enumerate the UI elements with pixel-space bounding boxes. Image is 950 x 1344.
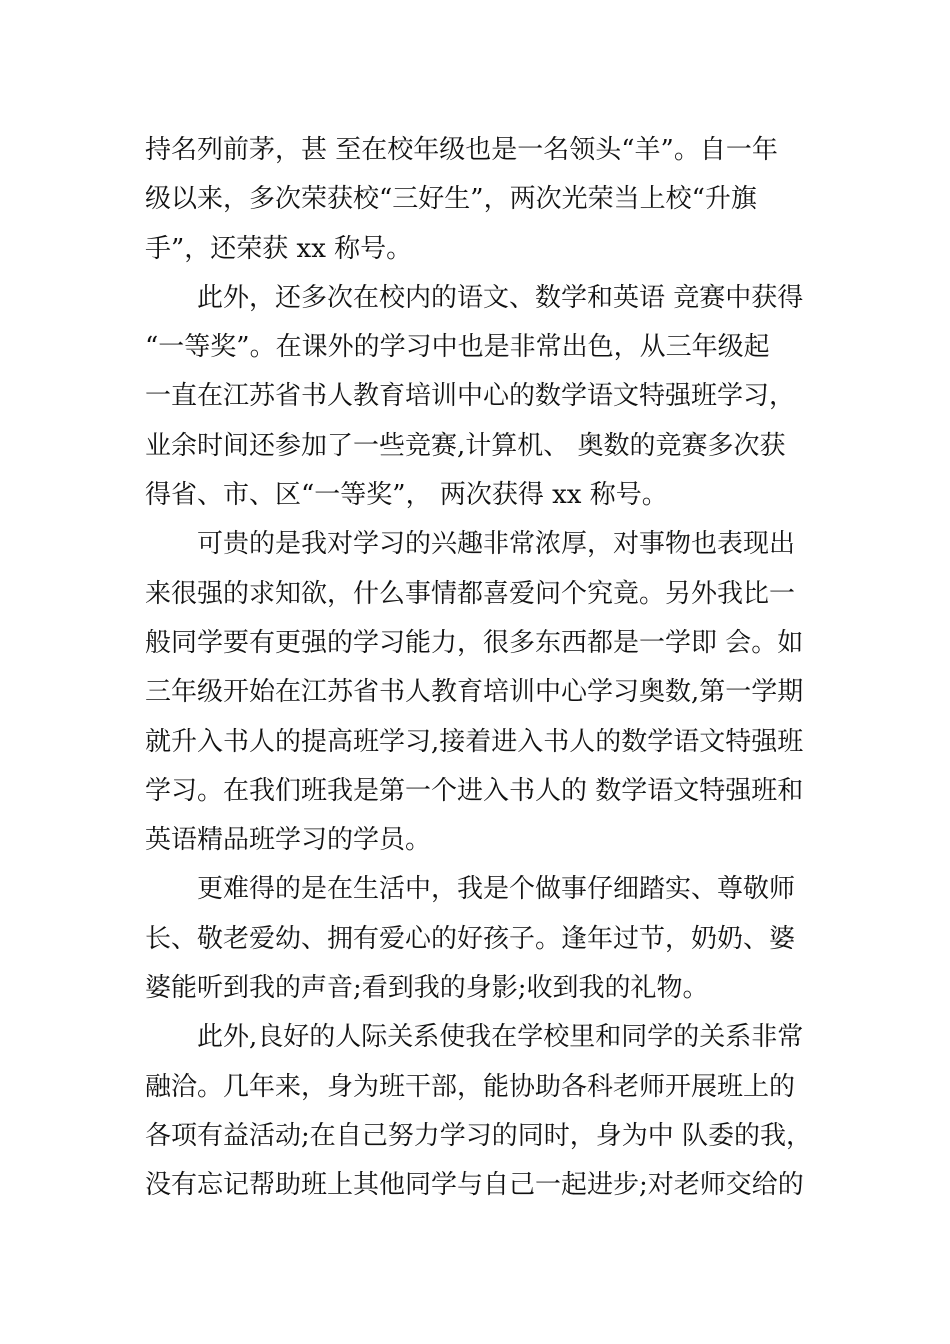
text-line: 得省、市、区“一等奖”， 两次获得 xx 称号。 (145, 480, 668, 511)
text-line: 级以来，多次荣获校“三好生”，两次光荣当上校“升旗 (145, 184, 757, 215)
text-line: 各项有益活动;在自己努力学习的同时，身为中 队委的我， (145, 1120, 813, 1151)
document-body (145, 126, 845, 1211)
text-line: 融洽。几年来，身为班干部，能协助各科老师开展班上的 (145, 1071, 796, 1102)
text-line: 一直在江苏省书人教育培训中心的数学语文特强班学习， (145, 381, 796, 412)
text-line: 长、敬老爱幼、拥有爱心的好孩子。逢年过节，奶奶、婆 (145, 923, 796, 954)
text-line: 可贵的是我对学习的兴趣非常浓厚，对事物也表现出 (197, 529, 796, 560)
text-line: 英语精品班学习的学员。 (145, 825, 432, 856)
text-line: 就升入书人的提高班学习,接着进入书人的数学语文特强班 (145, 726, 804, 757)
text-line: 更难得的是在生活中，我是个做事仔细踏实、尊敬师 (197, 874, 796, 905)
text-line: 此外，还多次在校内的语文、数学和英语 竞赛中获得 (197, 282, 804, 313)
text-line: 婆能听到我的声音;看到我的身影;收到我的礼物。 (145, 973, 709, 1004)
text-line: 没有忘记帮助班上其他同学与自己一起进步;对老师交给的 (145, 1170, 804, 1201)
text-line: 来很强的求知欲，什么事情都喜爱问个究竟。另外我比一 (145, 578, 796, 609)
text-line: 业余时间还参加了一些竞赛,计算机、 奥数的竞赛多次获 (145, 430, 786, 461)
text-line: “一等奖”。在课外的学习中也是非常出色，从三年级起 (145, 332, 770, 363)
text-line: 般同学要有更强的学习能力，很多东西都是一学即 会。如 (145, 627, 804, 658)
text-line: 三年级开始在江苏省书人教育培训中心学习奥数,第一学期 (145, 677, 804, 708)
text-line: 学习。在我们班我是第一个进入书人的 数学语文特强班和 (145, 775, 804, 806)
text-line: 此外,良好的人际关系使我在学校里和同学的关系非常 (197, 1022, 804, 1053)
text-line: 手”，还荣获 xx 称号。 (145, 233, 413, 264)
text-line: 持名列前茅，甚 至在校年级也是一名领头“羊”。自一年 (145, 135, 778, 165)
